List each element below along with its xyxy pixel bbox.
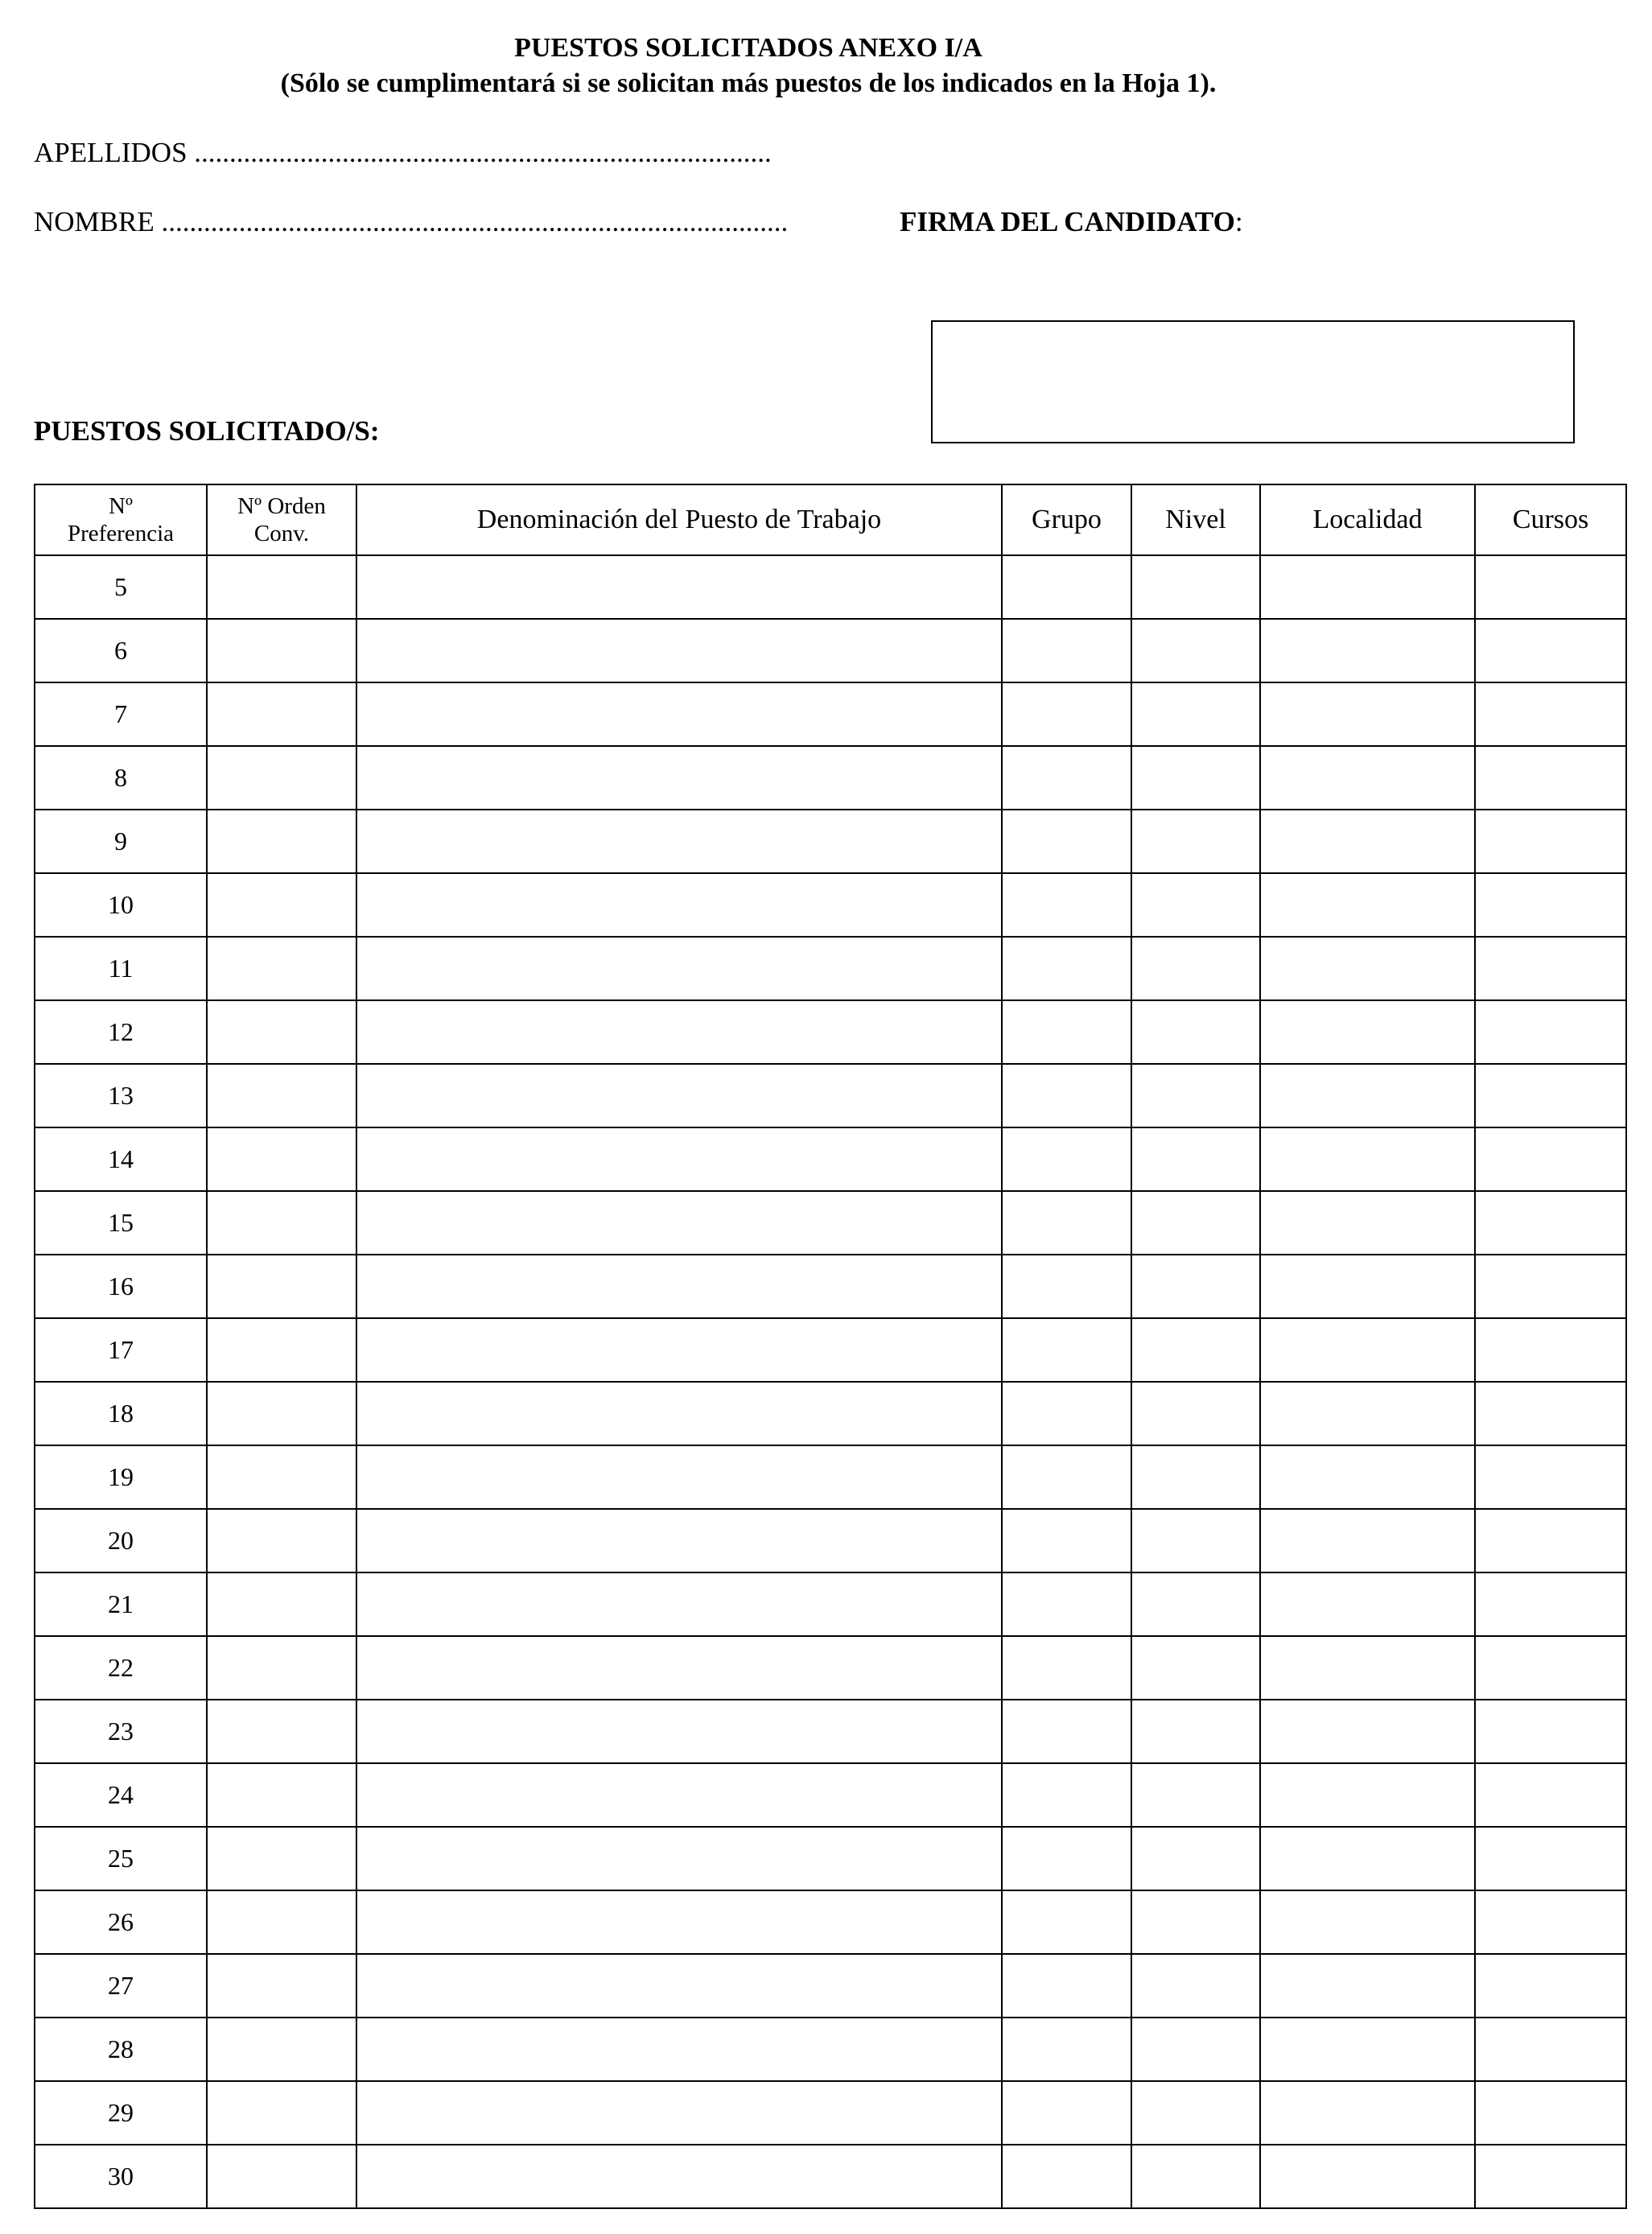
header-preferencia-line2: Preferencia bbox=[67, 521, 174, 546]
row-preferencia-number: 30 bbox=[35, 2145, 207, 2208]
cell-grupo[interactable] bbox=[1002, 1827, 1131, 1890]
cell-nivel[interactable] bbox=[1131, 937, 1260, 1000]
cell-grupo[interactable] bbox=[1002, 1318, 1131, 1382]
cell-orden[interactable] bbox=[207, 2018, 356, 2081]
cell-nivel[interactable] bbox=[1131, 810, 1260, 873]
table-row bbox=[35, 619, 1626, 682]
cell-cursos[interactable] bbox=[1475, 1509, 1626, 1572]
cell-localidad[interactable] bbox=[1260, 1890, 1475, 1954]
document-subtitle: (Sólo se cumplimentará si se solicitan más puestos de los indicados en la Hoja 1). bbox=[280, 68, 1217, 98]
cell-localidad[interactable] bbox=[1260, 873, 1475, 937]
cell-cursos[interactable] bbox=[1475, 2018, 1626, 2081]
table-row bbox=[35, 1827, 1626, 1890]
row-preferencia-number: 8 bbox=[35, 746, 207, 810]
table-row bbox=[35, 555, 1626, 619]
cell-denominacion[interactable] bbox=[356, 1318, 1002, 1382]
table-header-row bbox=[35, 484, 1626, 555]
cell-nivel[interactable] bbox=[1131, 1763, 1260, 1827]
table-row bbox=[35, 1255, 1626, 1318]
header-preferencia bbox=[35, 484, 207, 555]
cell-orden[interactable] bbox=[207, 555, 356, 619]
cell-grupo[interactable] bbox=[1002, 810, 1131, 873]
cell-nivel[interactable] bbox=[1131, 619, 1260, 682]
row-preferencia-number: 17 bbox=[35, 1318, 207, 1382]
cell-cursos[interactable] bbox=[1475, 1954, 1626, 2018]
cell-localidad[interactable] bbox=[1260, 2081, 1475, 2145]
header-preferencia-line1: Nº bbox=[109, 493, 133, 519]
cell-grupo[interactable] bbox=[1002, 619, 1131, 682]
cell-nivel[interactable] bbox=[1131, 1318, 1260, 1382]
row-preferencia-number: 9 bbox=[35, 810, 207, 873]
row-preferencia-number: 24 bbox=[35, 1763, 207, 1827]
table-row bbox=[35, 1954, 1626, 2018]
cell-orden[interactable] bbox=[207, 1700, 356, 1763]
cell-orden[interactable] bbox=[207, 1763, 356, 1827]
cell-localidad[interactable] bbox=[1260, 682, 1475, 746]
row-preferencia-number: 25 bbox=[35, 1827, 207, 1890]
cell-grupo[interactable] bbox=[1002, 2081, 1131, 2145]
row-preferencia-number: 16 bbox=[35, 1255, 207, 1318]
cell-cursos[interactable] bbox=[1475, 1763, 1626, 1827]
cell-grupo[interactable] bbox=[1002, 1445, 1131, 1509]
cell-nivel[interactable] bbox=[1131, 1700, 1260, 1763]
cell-cursos[interactable] bbox=[1475, 1318, 1626, 1382]
cell-denominacion[interactable] bbox=[356, 2145, 1002, 2208]
cell-denominacion[interactable] bbox=[356, 555, 1002, 619]
row-preferencia-number: 18 bbox=[35, 1382, 207, 1445]
cell-denominacion[interactable] bbox=[356, 1445, 1002, 1509]
cell-nivel[interactable] bbox=[1131, 1445, 1260, 1509]
table-row bbox=[35, 746, 1626, 810]
cell-localidad[interactable] bbox=[1260, 555, 1475, 619]
apellidos-field[interactable]: APELLIDOS .................................................................................. bbox=[34, 137, 772, 168]
table-row bbox=[35, 873, 1626, 937]
cell-grupo[interactable] bbox=[1002, 1509, 1131, 1572]
header-grupo: Grupo bbox=[1002, 484, 1131, 555]
table-row bbox=[35, 1700, 1626, 1763]
cell-localidad[interactable] bbox=[1260, 810, 1475, 873]
header-orden bbox=[207, 484, 356, 555]
row-preferencia-number: 13 bbox=[35, 1064, 207, 1127]
document-title: PUESTOS SOLICITADOS ANEXO I/A bbox=[514, 33, 983, 63]
cell-localidad[interactable] bbox=[1260, 746, 1475, 810]
cell-denominacion[interactable] bbox=[356, 1572, 1002, 1636]
cell-orden[interactable] bbox=[207, 1191, 356, 1255]
cell-nivel[interactable] bbox=[1131, 1127, 1260, 1191]
cell-nivel[interactable] bbox=[1131, 1954, 1260, 2018]
cell-nivel[interactable] bbox=[1131, 1064, 1260, 1127]
cell-denominacion[interactable] bbox=[356, 682, 1002, 746]
row-preferencia-number: 21 bbox=[35, 1572, 207, 1636]
cell-localidad[interactable] bbox=[1260, 1382, 1475, 1445]
table-row bbox=[35, 682, 1626, 746]
cell-orden[interactable] bbox=[207, 1890, 356, 1954]
cell-grupo[interactable] bbox=[1002, 1127, 1131, 1191]
table-row bbox=[35, 1191, 1626, 1255]
cell-denominacion[interactable] bbox=[356, 810, 1002, 873]
cell-cursos[interactable] bbox=[1475, 555, 1626, 619]
cell-orden[interactable] bbox=[207, 682, 356, 746]
header-cursos: Cursos bbox=[1475, 484, 1626, 555]
cell-nivel[interactable] bbox=[1131, 555, 1260, 619]
cell-cursos[interactable] bbox=[1475, 1445, 1626, 1509]
firma-label-text: FIRMA DEL CANDIDATO bbox=[900, 206, 1235, 237]
cell-orden[interactable] bbox=[207, 619, 356, 682]
cell-localidad[interactable] bbox=[1260, 1954, 1475, 2018]
cell-orden[interactable] bbox=[207, 1255, 356, 1318]
cell-localidad[interactable] bbox=[1260, 619, 1475, 682]
cell-cursos[interactable] bbox=[1475, 1890, 1626, 1954]
cell-denominacion[interactable] bbox=[356, 1000, 1002, 1064]
cell-denominacion[interactable] bbox=[356, 2018, 1002, 2081]
table-row bbox=[35, 1000, 1626, 1064]
nombre-field[interactable]: NOMBRE ......................................................................................... bbox=[34, 206, 789, 237]
cell-localidad[interactable] bbox=[1260, 1255, 1475, 1318]
cell-cursos[interactable] bbox=[1475, 1700, 1626, 1763]
cell-orden[interactable] bbox=[207, 1445, 356, 1509]
cell-denominacion[interactable] bbox=[356, 1191, 1002, 1255]
cell-orden[interactable] bbox=[207, 1827, 356, 1890]
cell-nivel[interactable] bbox=[1131, 1382, 1260, 1445]
cell-grupo[interactable] bbox=[1002, 1255, 1131, 1318]
cell-cursos[interactable] bbox=[1475, 1827, 1626, 1890]
cell-grupo[interactable] bbox=[1002, 1572, 1131, 1636]
table-row bbox=[35, 1572, 1626, 1636]
cell-cursos[interactable] bbox=[1475, 1572, 1626, 1636]
cell-localidad[interactable] bbox=[1260, 1827, 1475, 1890]
cell-grupo[interactable] bbox=[1002, 1000, 1131, 1064]
section-label: PUESTOS SOLICITADO/S: bbox=[34, 415, 380, 447]
row-preferencia-number: 28 bbox=[35, 2018, 207, 2081]
cell-denominacion[interactable] bbox=[356, 1509, 1002, 1572]
cell-nivel[interactable] bbox=[1131, 682, 1260, 746]
cell-localidad[interactable] bbox=[1260, 1572, 1475, 1636]
cell-nivel[interactable] bbox=[1131, 1636, 1260, 1700]
cell-localidad[interactable] bbox=[1260, 1064, 1475, 1127]
cell-nivel[interactable] bbox=[1131, 2145, 1260, 2208]
cell-orden[interactable] bbox=[207, 2081, 356, 2145]
cell-grupo[interactable] bbox=[1002, 1064, 1131, 1127]
cell-cursos[interactable] bbox=[1475, 1191, 1626, 1255]
cell-grupo[interactable] bbox=[1002, 873, 1131, 937]
cell-denominacion[interactable] bbox=[356, 1763, 1002, 1827]
table-row bbox=[35, 1890, 1626, 1954]
cell-localidad[interactable] bbox=[1260, 2145, 1475, 2208]
cell-localidad[interactable] bbox=[1260, 1000, 1475, 1064]
cell-cursos[interactable] bbox=[1475, 1255, 1626, 1318]
cell-denominacion[interactable] bbox=[356, 1064, 1002, 1127]
cell-orden[interactable] bbox=[207, 1000, 356, 1064]
row-preferencia-number: 29 bbox=[35, 2081, 207, 2145]
cell-grupo[interactable] bbox=[1002, 1890, 1131, 1954]
row-preferencia-number: 14 bbox=[35, 1127, 207, 1191]
cell-nivel[interactable] bbox=[1131, 746, 1260, 810]
table-row bbox=[35, 1763, 1626, 1827]
table-row bbox=[35, 1064, 1626, 1127]
cell-denominacion[interactable] bbox=[356, 1954, 1002, 2018]
table-row bbox=[35, 1318, 1626, 1382]
cell-localidad[interactable] bbox=[1260, 1636, 1475, 1700]
cell-grupo[interactable] bbox=[1002, 2018, 1131, 2081]
cell-cursos[interactable] bbox=[1475, 1064, 1626, 1127]
cell-cursos[interactable] bbox=[1475, 2145, 1626, 2208]
header-orden-line1: Nº Orden bbox=[237, 493, 326, 519]
cell-orden[interactable] bbox=[207, 873, 356, 937]
cell-cursos[interactable] bbox=[1475, 1127, 1626, 1191]
cell-grupo[interactable] bbox=[1002, 937, 1131, 1000]
header-nivel: Nivel bbox=[1131, 484, 1260, 555]
cell-grupo[interactable] bbox=[1002, 1954, 1131, 2018]
table-row bbox=[35, 1382, 1626, 1445]
row-preferencia-number: 20 bbox=[35, 1509, 207, 1572]
row-preferencia-number: 12 bbox=[35, 1000, 207, 1064]
cell-cursos[interactable] bbox=[1475, 2081, 1626, 2145]
cell-grupo[interactable] bbox=[1002, 682, 1131, 746]
row-preferencia-number: 11 bbox=[35, 937, 207, 1000]
cell-localidad[interactable] bbox=[1260, 2018, 1475, 2081]
cell-nivel[interactable] bbox=[1131, 1255, 1260, 1318]
cell-grupo[interactable] bbox=[1002, 1382, 1131, 1445]
row-preferencia-number: 23 bbox=[35, 1700, 207, 1763]
cell-nivel[interactable] bbox=[1131, 873, 1260, 937]
cell-orden[interactable] bbox=[207, 1636, 356, 1700]
cell-orden[interactable] bbox=[207, 810, 356, 873]
header-localidad: Localidad bbox=[1260, 484, 1475, 555]
cell-grupo[interactable] bbox=[1002, 1636, 1131, 1700]
cell-cursos[interactable] bbox=[1475, 1382, 1626, 1445]
cell-grupo[interactable] bbox=[1002, 746, 1131, 810]
cell-nivel[interactable] bbox=[1131, 1509, 1260, 1572]
cell-grupo[interactable] bbox=[1002, 1763, 1131, 1827]
cell-denominacion[interactable] bbox=[356, 619, 1002, 682]
cell-localidad[interactable] bbox=[1260, 937, 1475, 1000]
header-orden-line2: Conv. bbox=[253, 521, 310, 546]
table-body bbox=[35, 555, 1626, 2208]
table-row bbox=[35, 2081, 1626, 2145]
cell-orden[interactable] bbox=[207, 937, 356, 1000]
row-preferencia-number: 15 bbox=[35, 1191, 207, 1255]
cell-cursos[interactable] bbox=[1475, 619, 1626, 682]
firma-label bbox=[900, 206, 1243, 238]
cell-nivel[interactable] bbox=[1131, 1827, 1260, 1890]
cell-denominacion[interactable] bbox=[356, 1890, 1002, 1954]
cell-denominacion[interactable] bbox=[356, 2081, 1002, 2145]
cell-grupo[interactable] bbox=[1002, 1191, 1131, 1255]
signature-box[interactable] bbox=[931, 320, 1575, 443]
row-preferencia-number: 7 bbox=[35, 682, 207, 746]
cell-cursos[interactable] bbox=[1475, 873, 1626, 937]
table-row bbox=[35, 1127, 1626, 1191]
cell-denominacion[interactable] bbox=[356, 937, 1002, 1000]
cell-denominacion[interactable] bbox=[356, 746, 1002, 810]
row-preferencia-number: 19 bbox=[35, 1445, 207, 1509]
row-preferencia-number: 5 bbox=[35, 555, 207, 619]
cell-orden[interactable] bbox=[207, 1064, 356, 1127]
cell-orden[interactable] bbox=[207, 1382, 356, 1445]
cell-cursos[interactable] bbox=[1475, 810, 1626, 873]
puestos-table bbox=[34, 484, 1627, 2209]
cell-nivel[interactable] bbox=[1131, 1191, 1260, 1255]
cell-nivel[interactable] bbox=[1131, 2081, 1260, 2145]
cell-localidad[interactable] bbox=[1260, 1763, 1475, 1827]
cell-denominacion[interactable] bbox=[356, 1255, 1002, 1318]
cell-nivel[interactable] bbox=[1131, 1890, 1260, 1954]
cell-grupo[interactable] bbox=[1002, 1700, 1131, 1763]
cell-localidad[interactable] bbox=[1260, 1191, 1475, 1255]
row-preferencia-number: 10 bbox=[35, 873, 207, 937]
table-row bbox=[35, 810, 1626, 873]
cell-cursos[interactable] bbox=[1475, 746, 1626, 810]
table-row bbox=[35, 1636, 1626, 1700]
cell-denominacion[interactable] bbox=[356, 1636, 1002, 1700]
cell-denominacion[interactable] bbox=[356, 1700, 1002, 1763]
table-row bbox=[35, 1509, 1626, 1572]
cell-denominacion[interactable] bbox=[356, 873, 1002, 937]
cell-nivel[interactable] bbox=[1131, 1000, 1260, 1064]
cell-orden[interactable] bbox=[207, 1572, 356, 1636]
cell-orden[interactable] bbox=[207, 1954, 356, 2018]
cell-orden[interactable] bbox=[207, 1509, 356, 1572]
cell-nivel[interactable] bbox=[1131, 1572, 1260, 1636]
cell-localidad[interactable] bbox=[1260, 1509, 1475, 1572]
cell-grupo[interactable] bbox=[1002, 2145, 1131, 2208]
cell-localidad[interactable] bbox=[1260, 1127, 1475, 1191]
cell-localidad[interactable] bbox=[1260, 1445, 1475, 1509]
table-row bbox=[35, 937, 1626, 1000]
cell-cursos[interactable] bbox=[1475, 937, 1626, 1000]
row-preferencia-number: 26 bbox=[35, 1890, 207, 1954]
cell-cursos[interactable] bbox=[1475, 682, 1626, 746]
cell-nivel[interactable] bbox=[1131, 2018, 1260, 2081]
row-preferencia-number: 6 bbox=[35, 619, 207, 682]
cell-orden[interactable] bbox=[207, 2145, 356, 2208]
cell-cursos[interactable] bbox=[1475, 1000, 1626, 1064]
header-denominacion: Denominación del Puesto de Trabajo bbox=[356, 484, 1002, 555]
row-preferencia-number: 22 bbox=[35, 1636, 207, 1700]
cell-localidad[interactable] bbox=[1260, 1318, 1475, 1382]
row-preferencia-number: 27 bbox=[35, 1954, 207, 2018]
cell-denominacion[interactable] bbox=[356, 1382, 1002, 1445]
cell-orden[interactable] bbox=[207, 1127, 356, 1191]
cell-localidad[interactable] bbox=[1260, 1700, 1475, 1763]
cell-grupo[interactable] bbox=[1002, 555, 1131, 619]
cell-orden[interactable] bbox=[207, 746, 356, 810]
cell-denominacion[interactable] bbox=[356, 1827, 1002, 1890]
firma-label-colon: : bbox=[1234, 206, 1243, 237]
table-row bbox=[35, 2018, 1626, 2081]
table-row bbox=[35, 1445, 1626, 1509]
table-row bbox=[35, 2145, 1626, 2208]
cell-denominacion[interactable] bbox=[356, 1127, 1002, 1191]
cell-cursos[interactable] bbox=[1475, 1636, 1626, 1700]
cell-orden[interactable] bbox=[207, 1318, 356, 1382]
